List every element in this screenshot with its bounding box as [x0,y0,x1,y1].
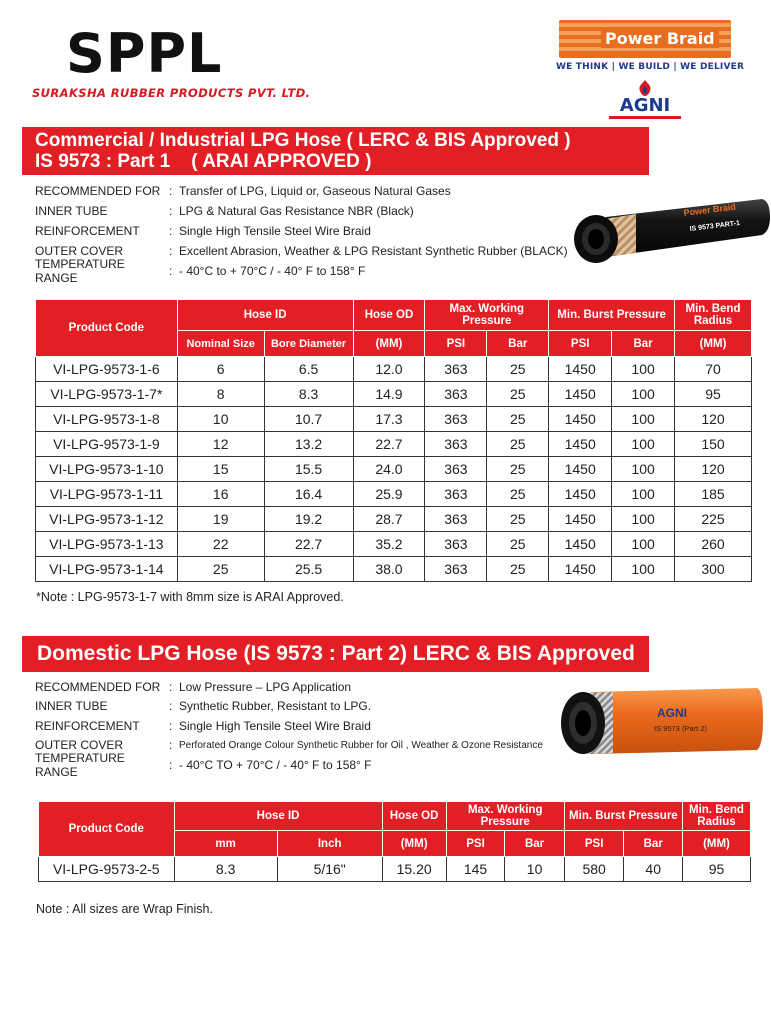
hose2-print-brand: AGNI [657,706,687,720]
table-cell: 363 [425,557,487,582]
spec-label: RECOMMENDED FOR [35,679,161,694]
table-cell: 25 [487,482,549,507]
table-cell: 363 [425,432,487,457]
col-min-bend: Min. Bend Radius [682,802,750,831]
table-cell: 25.9 [353,482,425,507]
flame-icon [635,80,655,96]
table-cell: 100 [612,507,675,532]
spec-row: INNER TUBE : LPG & Natural Gas Resistance NBR (Black) [35,204,414,218]
table-cell: 19.2 [264,507,353,532]
col-burst-psi: PSI [564,831,624,857]
table-cell: 38.0 [353,557,425,582]
col-hose-od: Hose OD [382,802,446,831]
section1-banner [22,127,649,175]
table-cell: 17.3 [353,407,425,432]
table-cell: 25 [487,532,549,557]
table-row [36,407,752,432]
spec-label: REINFORCEMENT [35,224,140,238]
table-row [36,507,752,532]
table-cell: 95 [675,382,752,407]
table-cell: 25 [487,407,549,432]
table-cell: 19 [177,507,264,532]
table-cell: 363 [425,482,487,507]
spec-label: OUTER COVER [35,244,124,258]
spec-row: TEMPERATURE RANGE : - 40°C TO + 70°C / - 40° F to 158° F [35,750,372,779]
table-cell: 100 [612,457,675,482]
col-burst-psi: PSI [549,331,612,357]
spec-label: OUTER COVER [35,738,124,753]
section2-specs [35,677,595,779]
table-cell: 363 [425,507,487,532]
table-cell: 22 [177,532,264,557]
product-code-cell: VI-LPG-9573-1-10 [36,457,178,482]
table-cell: 13.2 [264,432,353,457]
table-cell: 300 [675,557,752,582]
black-hose-image [566,195,770,265]
table-cell: 100 [612,557,675,582]
table-cell: 70 [675,357,752,382]
spec-value: Single High Tensile Steel Wire Braid [179,718,371,733]
table-cell: 1450 [549,407,612,432]
col-max-working: Max. Working Pressure [446,802,564,831]
table-cell: 22.7 [264,532,353,557]
table-row [36,382,752,407]
spec-label: RECOMMENDED FOR [35,184,161,198]
table-cell: 100 [612,482,675,507]
table-row [36,357,752,382]
table-cell: 150 [675,432,752,457]
col-min-burst: Min. Burst Pressure [549,300,675,331]
col-bend-unit: (MM) [675,331,752,357]
col-max-working: Max. Working Pressure [425,300,549,331]
section1-note: *Note : LPG-9573-1-7 with 8mm size is ARAI Approved. [36,590,344,604]
table-cell: 10.7 [264,407,353,432]
spec-label: INNER TUBE [35,699,108,714]
table-cell: 12.0 [353,357,425,382]
table-cell: 1450 [549,507,612,532]
product-code-cell: VI-LPG-9573-1-8 [36,407,178,432]
spec-value: Perforated Orange Colour Synthetic Rubber for Oil , Weather & Ozone Resistance [179,739,543,751]
table-cell: 35.2 [353,532,425,557]
table-cell: 1450 [549,382,612,407]
col-burst-bar: Bar [624,831,682,857]
spec-row: OUTER COVER : Perforated Orange Colour Synthetic Rubber for Oil , Weather & Ozone Resistance [35,738,543,753]
table-cell: 363 [425,457,487,482]
col-product-code: Product Code [39,802,175,857]
section2-note: Note : All sizes are Wrap Finish. [36,902,213,916]
section2-banner [22,636,649,672]
col-working-psi: PSI [446,831,505,857]
table-cell: 25 [177,557,264,582]
col-min-burst: Min. Burst Pressure [564,802,682,831]
tagline: WE THINK | WE BUILD | WE DELIVER [556,62,745,72]
table-cell: 25 [487,507,549,532]
orange-hose-image [557,684,763,758]
table-cell: 185 [675,482,752,507]
table-cell: 15.20 [382,857,446,882]
col-hose-id: Hose ID [174,802,382,831]
table-cell: 1450 [549,482,612,507]
col-nominal-size: Nominal Size [177,331,264,357]
table-cell: 363 [425,532,487,557]
table-cell: 6.5 [264,357,353,382]
spec-row: REINFORCEMENT : Single High Tensile Steel Wire Braid [35,224,371,238]
spec-label: TEMPERATURE RANGE [35,750,125,779]
company-name: SURAKSHA RUBBER PRODUCTS PVT. LTD. [32,86,311,100]
col-id-inch: Inch [277,831,382,857]
table-cell: 225 [675,507,752,532]
spec-row: RECOMMENDED FOR : Low Pressure – LPG Application [35,679,352,694]
spec-row: TEMPERATURE RANGE : - 40°C to + 70°C / - 40° F to 158° F [35,257,366,285]
table-cell: 12 [177,432,264,457]
table-cell: 5/16" [277,857,382,882]
product-code-cell: VI-LPG-9573-1-11 [36,482,178,507]
col-hose-od: Hose OD [353,300,425,331]
col-min-bend: Min. Bend Radius [675,300,752,331]
table-cell: 100 [612,382,675,407]
section1-table [35,299,752,582]
table-cell: 1450 [549,432,612,457]
agni-logo [609,80,681,119]
spec-row: INNER TUBE : Synthetic Rubber, Resistant to LPG. [35,699,372,714]
table-row [39,857,751,882]
table-row [36,532,752,557]
table-row [36,432,752,457]
spec-row: RECOMMENDED FOR : Transfer of LPG, Liquid or, Gaseous Natural Gases [35,184,451,198]
agni-wordmark: AGNI [609,96,681,119]
power-braid-logo [559,20,731,58]
table-cell: 1450 [549,457,612,482]
table-cell: 145 [446,857,505,882]
table-cell: 363 [425,382,487,407]
table-cell: 120 [675,457,752,482]
table-cell: 25 [487,557,549,582]
table-cell: 100 [612,407,675,432]
col-hose-id: Hose ID [177,300,353,331]
table-cell: 1450 [549,557,612,582]
table-cell: 260 [675,532,752,557]
table-cell: 1450 [549,357,612,382]
section2-table [38,801,751,882]
table-cell: 25.5 [264,557,353,582]
col-od-unit: (MM) [353,331,425,357]
col-od-unit: (MM) [382,831,446,857]
spec-value: Synthetic Rubber, Resistant to LPG. [179,699,372,714]
spec-row: REINFORCEMENT : Single High Tensile Steel Wire Braid [35,718,371,733]
table-cell: 95 [682,857,750,882]
product-code-cell: VI-LPG-9573-1-14 [36,557,178,582]
table-cell: 100 [612,432,675,457]
col-working-psi: PSI [425,331,487,357]
sppl-logo [32,22,311,100]
spec-label: INNER TUBE [35,204,108,218]
section1-title-line1: Commercial / Industrial LPG Hose ( LERC & BIS Approved ) [35,130,571,151]
table-cell: 100 [612,532,675,557]
hose2-print-text: IS 9573 (Part 2) [654,724,707,733]
table-cell: 25 [487,382,549,407]
table-cell: 120 [675,407,752,432]
table-cell: 14.9 [353,382,425,407]
brand-block [556,20,745,119]
table-cell: 580 [564,857,624,882]
logo-mark: SPPL [66,22,223,85]
table-cell: 8.3 [174,857,277,882]
power-braid-label: Power Braid [601,29,719,48]
product-code-cell: VI-LPG-9573-1-9 [36,432,178,457]
table-row [36,457,752,482]
table-cell: 40 [624,857,682,882]
table-row [36,482,752,507]
table-cell: 25 [487,357,549,382]
spec-value: LPG & Natural Gas Resistance NBR (Black) [179,204,414,218]
section1-table-body [36,357,752,582]
product-code-cell: VI-LPG-9573-2-5 [39,857,175,882]
hose-print-brand: Power Braid [683,201,737,218]
table-cell: 1450 [549,532,612,557]
table-cell: 100 [612,357,675,382]
table-cell: 16 [177,482,264,507]
table-cell: 15.5 [264,457,353,482]
spec-value: Excellent Abrasion, Weather & LPG Resistant Synthetic Rubber (BLACK) [179,244,568,258]
spec-value: Single High Tensile Steel Wire Braid [179,224,371,238]
table-cell: 22.7 [353,432,425,457]
product-code-cell: VI-LPG-9573-1-13 [36,532,178,557]
col-bore-diameter: Bore Diameter [264,331,353,357]
table-cell: 363 [425,357,487,382]
table-cell: 363 [425,407,487,432]
spec-label: REINFORCEMENT [35,718,140,733]
col-bend-unit: (MM) [682,831,750,857]
product-code-cell: VI-LPG-9573-1-7* [36,382,178,407]
spec-value: - 40°C to + 70°C / - 40° F to 158° F [179,264,366,278]
section2-title: Domestic LPG Hose (IS 9573 : Part 2) LERC & BIS Approved [37,642,635,665]
table-cell: 8 [177,382,264,407]
section1-specs [35,181,595,285]
product-code-cell: VI-LPG-9573-1-6 [36,357,178,382]
table-cell: 15 [177,457,264,482]
table-cell: 25 [487,457,549,482]
table-cell: 6 [177,357,264,382]
spec-label: TEMPERATURE RANGE [35,257,125,285]
section1-title-line2: IS 9573 : Part 1 ( ARAI APPROVED ) [35,151,372,172]
section2-table-body [39,857,751,882]
spec-value: Transfer of LPG, Liquid or, Gaseous Natural Gases [179,184,451,198]
col-working-bar: Bar [505,831,564,857]
table-cell: 8.3 [264,382,353,407]
table-row [36,557,752,582]
col-product-code: Product Code [36,300,178,357]
product-code-cell: VI-LPG-9573-1-12 [36,507,178,532]
spec-value: Low Pressure – LPG Application [179,679,352,694]
spec-row: OUTER COVER : Excellent Abrasion, Weather & LPG Resistant Synthetic Rubber (BLACK) [35,244,568,258]
table-cell: 25 [487,432,549,457]
spec-value: - 40°C TO + 70°C / - 40° F to 158° F [179,757,372,772]
col-burst-bar: Bar [612,331,675,357]
col-working-bar: Bar [487,331,549,357]
hose-print-text: IS 9573 PART-1 [689,219,741,233]
table-cell: 24.0 [353,457,425,482]
table-cell: 10 [505,857,564,882]
table-cell: 28.7 [353,507,425,532]
table-cell: 16.4 [264,482,353,507]
col-id-mm: mm [174,831,277,857]
table-cell: 10 [177,407,264,432]
